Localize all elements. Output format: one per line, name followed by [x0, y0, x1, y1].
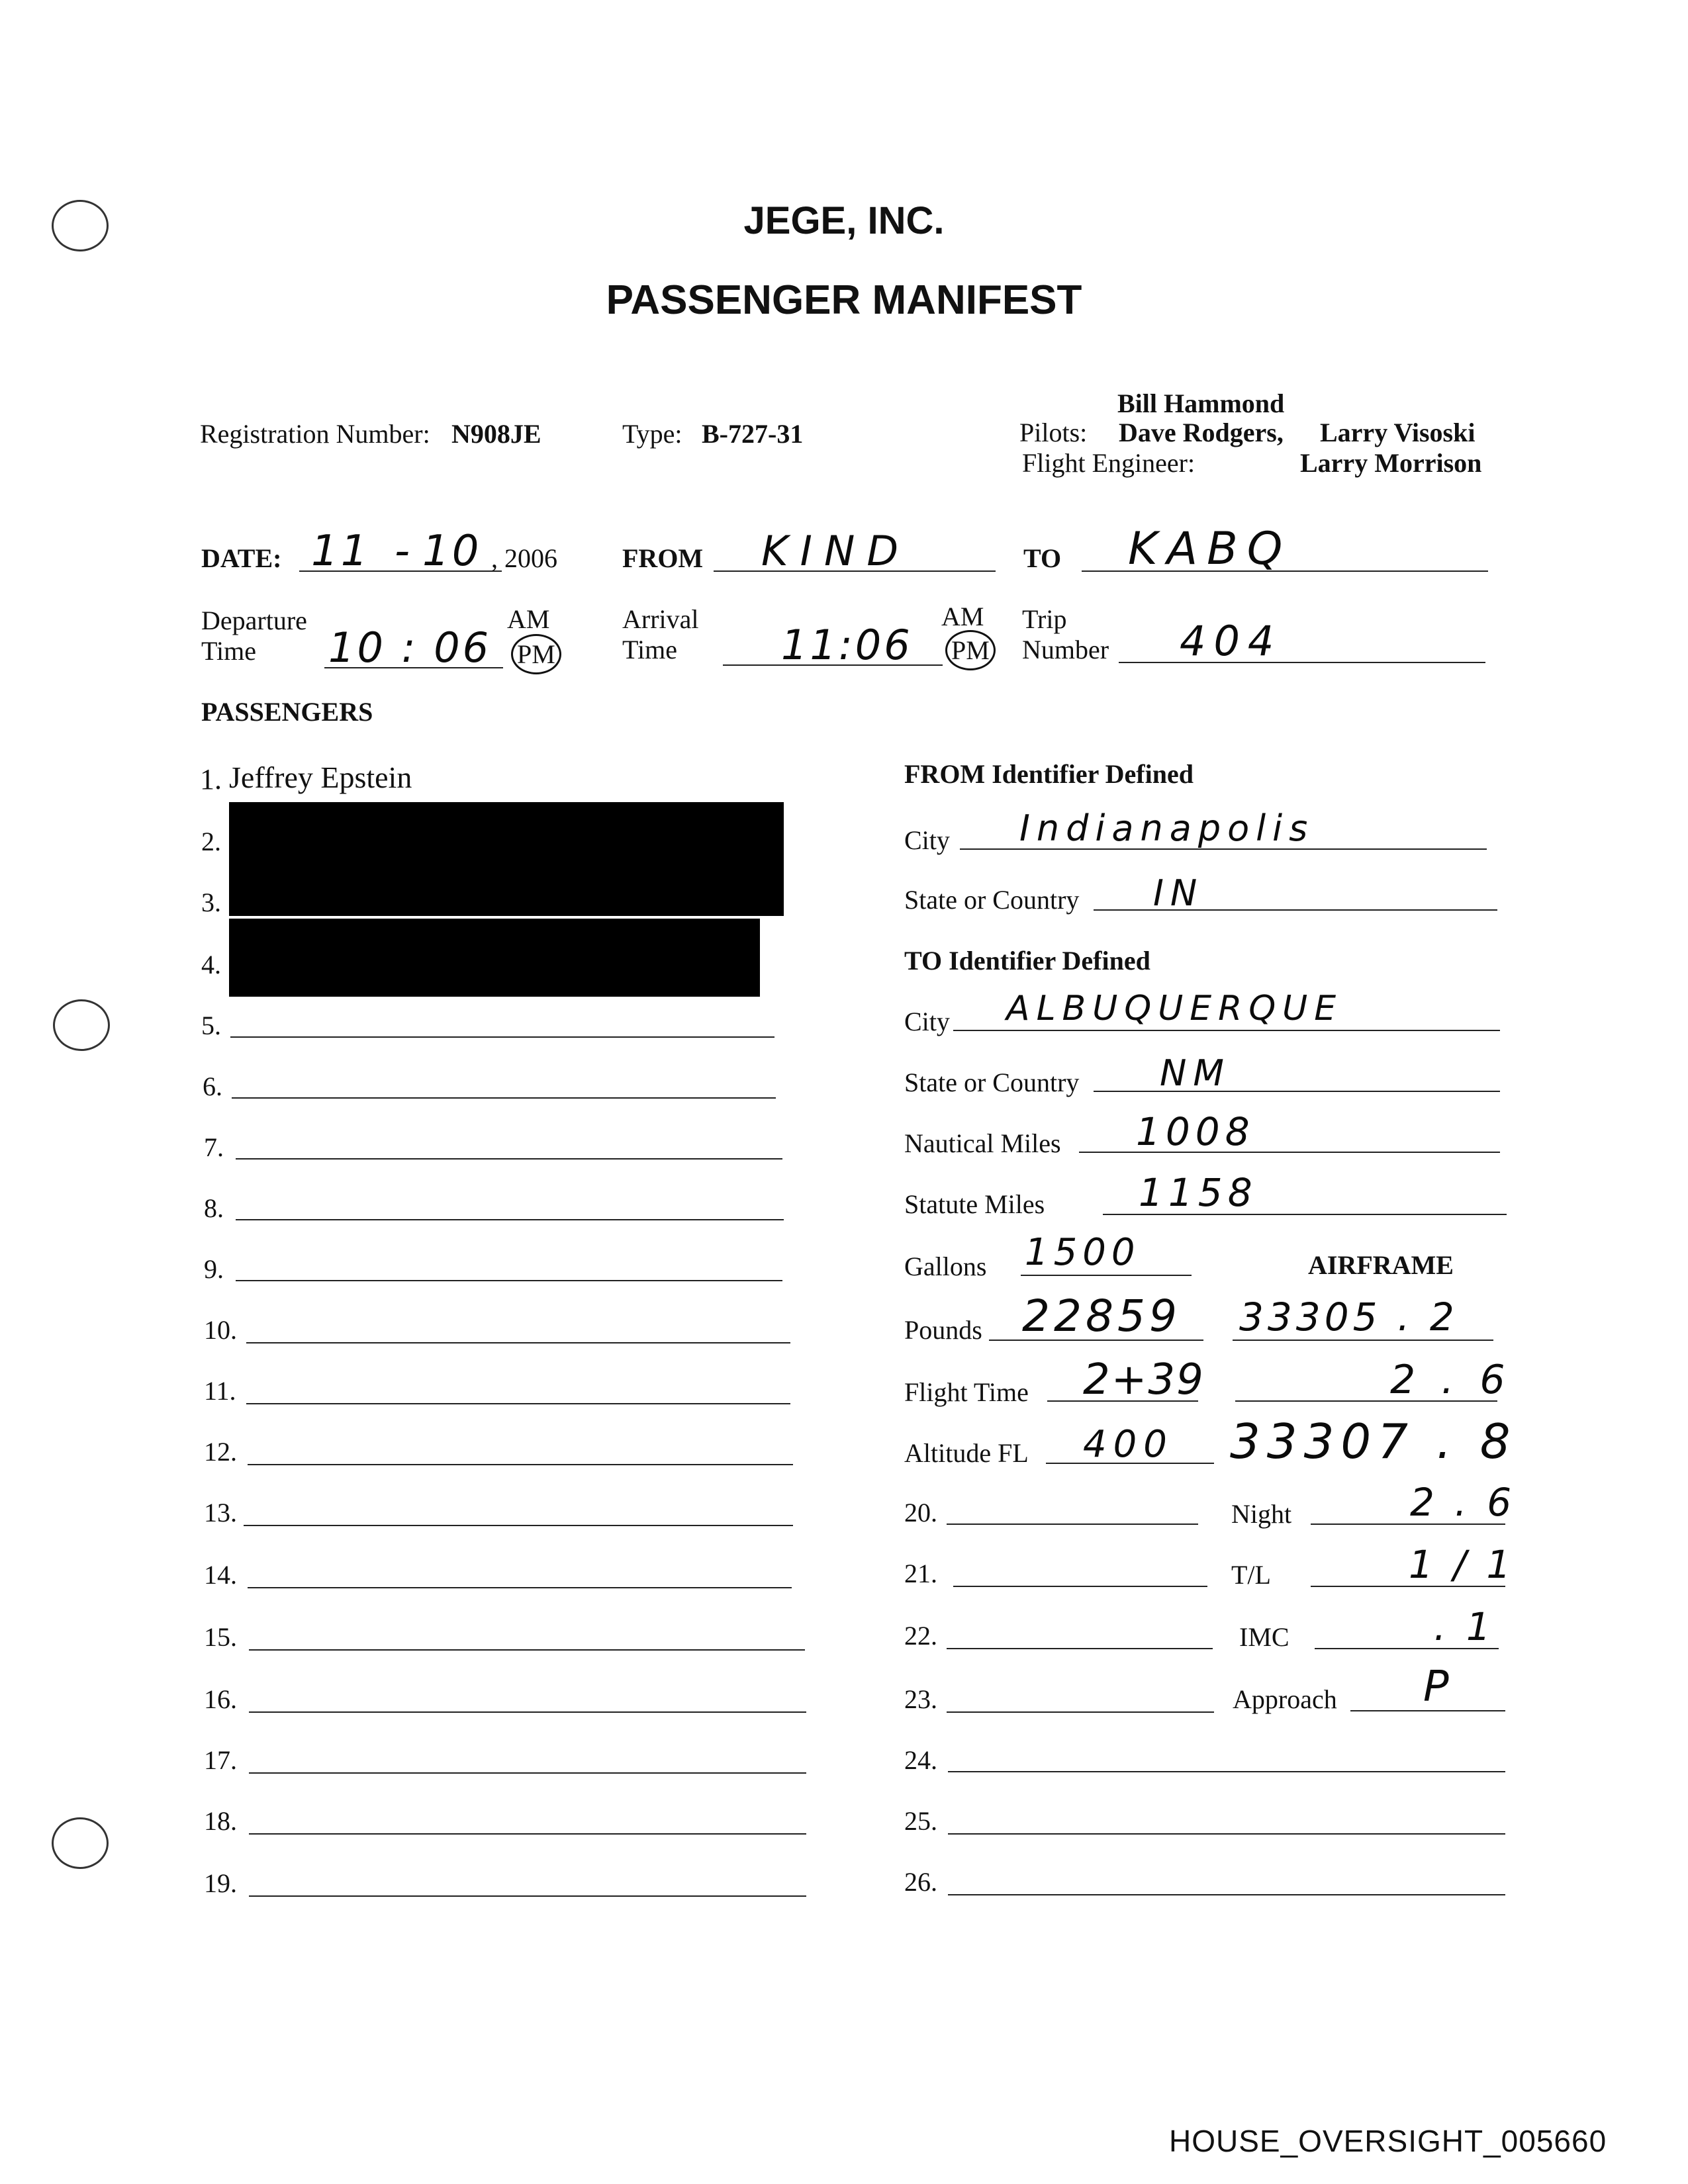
extra-row-number: 26. [904, 1867, 937, 1897]
passenger-row-number: 5. [201, 1011, 221, 1040]
departure-time: 10 : 06 [328, 623, 492, 672]
pilots-label: Pilots: [1019, 418, 1088, 447]
night-value: 2 . 6 [1410, 1480, 1516, 1525]
gallons-label: Gallons [904, 1251, 987, 1281]
pilot-top: Bill Hammond [1117, 388, 1285, 418]
from-label: FROM [622, 543, 704, 573]
binder-hole-bottom [52, 1817, 109, 1869]
trip-label-1: Trip [1022, 604, 1067, 634]
to-value: KABQ [1128, 523, 1292, 575]
arrival-label-1: Arrival [622, 604, 699, 634]
nautical-miles-value: 1008 [1136, 1109, 1255, 1154]
approach-label: Approach [1233, 1684, 1337, 1714]
imc-label: IMC [1239, 1622, 1289, 1652]
passenger-row-number: 7. [204, 1132, 224, 1162]
trip-number: 404 [1180, 617, 1282, 665]
from-city-label: City [904, 825, 950, 855]
arrival-label-2: Time [622, 635, 678, 664]
pounds-value: 22859 [1022, 1291, 1181, 1342]
date-year: , 2006 [491, 543, 557, 573]
to-state-value: NM [1160, 1052, 1231, 1094]
arrival-time: 11:06 [781, 621, 913, 669]
extra-row-number: 22. [904, 1621, 937, 1651]
statute-miles-label: Statute Miles [904, 1189, 1045, 1219]
type-value: B-727-31 [702, 419, 804, 449]
arrival-pm: PM [945, 630, 996, 670]
passenger-row-number: 12. [204, 1437, 237, 1467]
passenger-row-number: 15. [204, 1622, 237, 1652]
passengers-heading: PASSENGERS [201, 697, 373, 727]
from-value: KIND [761, 527, 911, 575]
approach-value: P [1423, 1662, 1452, 1711]
statute-miles-value: 1158 [1139, 1170, 1258, 1215]
passenger-row-number: 8. [204, 1193, 224, 1223]
altitude-value: 400 [1083, 1423, 1174, 1466]
type-label: Type: [622, 419, 682, 449]
extra-row-number: 20. [904, 1498, 937, 1527]
passenger-row-number: 16. [204, 1684, 237, 1714]
from-identifier-heading: FROM Identifier Defined [904, 759, 1194, 789]
imc-value: . 1 [1434, 1604, 1495, 1649]
date-separator: - [395, 527, 413, 576]
pilot-1: Dave Rodgers, [1119, 418, 1284, 447]
departure-label-2: Time [201, 636, 257, 666]
arrival-am: AM [941, 602, 984, 631]
passenger-row-number: 6. [203, 1071, 222, 1101]
date-day: 10 [422, 527, 482, 576]
airframe-heading: AIRFRAME [1308, 1250, 1454, 1280]
company-name: JEGE, INC. [743, 199, 945, 242]
date-label: DATE: [201, 543, 282, 573]
trip-label-2: Number [1022, 635, 1109, 664]
airframe-value-1: 33305 . 2 [1239, 1295, 1458, 1340]
departure-label-1: Departure [201, 606, 307, 635]
departure-pm: PM [511, 634, 561, 674]
from-state-label: State or Country [904, 885, 1080, 915]
passenger-row-number: 4. [201, 950, 221, 979]
passenger-row-number: 11. [204, 1376, 236, 1406]
date-month: 11 [311, 527, 371, 576]
extra-row-number: 25. [904, 1806, 937, 1836]
extra-row-number: 23. [904, 1684, 937, 1714]
tl-value: 1 / 1 [1409, 1542, 1515, 1587]
passenger-row-number: 17. [204, 1745, 237, 1775]
redaction-block-2 [229, 919, 760, 997]
bates-number: HOUSE_OVERSIGHT_005660 [1169, 2124, 1607, 2158]
flight-time-value: 2+39 [1083, 1355, 1205, 1404]
from-city-value: Indianapolis [1019, 807, 1315, 849]
page-title: PASSENGER MANIFEST [606, 277, 1082, 323]
registration-label: Registration Number: [200, 419, 430, 449]
to-city-label: City [904, 1007, 950, 1036]
registration-value: N908JE [451, 419, 541, 449]
gallons-value: 1500 [1025, 1231, 1141, 1274]
passenger-name: Jeffrey Epstein [229, 760, 412, 794]
departure-am: AM [507, 604, 550, 634]
to-label: TO [1023, 543, 1062, 573]
binder-hole-middle [53, 999, 110, 1051]
tl-label: T/L [1231, 1560, 1271, 1590]
pilot-2: Larry Visoski [1320, 418, 1476, 447]
redaction-block-1 [229, 802, 784, 916]
from-state-value: IN [1153, 872, 1204, 914]
passenger-row-number: 18. [204, 1806, 237, 1836]
night-label: Night [1231, 1499, 1292, 1529]
to-state-label: State or Country [904, 1068, 1080, 1097]
extra-row-number: 24. [904, 1745, 937, 1775]
passenger-row-number: 9. [204, 1254, 224, 1284]
passenger-row-number: 19. [204, 1868, 237, 1898]
passenger-row-number: 10. [204, 1315, 237, 1345]
engineer-name: Larry Morrison [1300, 448, 1482, 478]
engineer-label: Flight Engineer: [1022, 448, 1196, 478]
extra-row-number: 21. [904, 1559, 937, 1588]
passenger-row-number: 13. [204, 1498, 237, 1527]
passenger-row-number: 1. [200, 763, 222, 796]
passenger-row-number: 14. [204, 1560, 237, 1590]
to-city-value: ALBUQUERQUE [1006, 989, 1343, 1028]
altitude-label: Altitude FL [904, 1438, 1029, 1468]
nautical-miles-label: Nautical Miles [904, 1128, 1061, 1158]
pounds-label: Pounds [904, 1315, 982, 1345]
to-identifier-heading: TO Identifier Defined [904, 946, 1150, 976]
airframe-value-3: 33307 . 8 [1230, 1414, 1517, 1469]
airframe-value-2: 2 . 6 [1390, 1357, 1512, 1403]
passenger-row-number: 2. [201, 827, 221, 856]
flight-time-label: Flight Time [904, 1377, 1029, 1407]
passenger-row-number: 3. [201, 887, 221, 917]
